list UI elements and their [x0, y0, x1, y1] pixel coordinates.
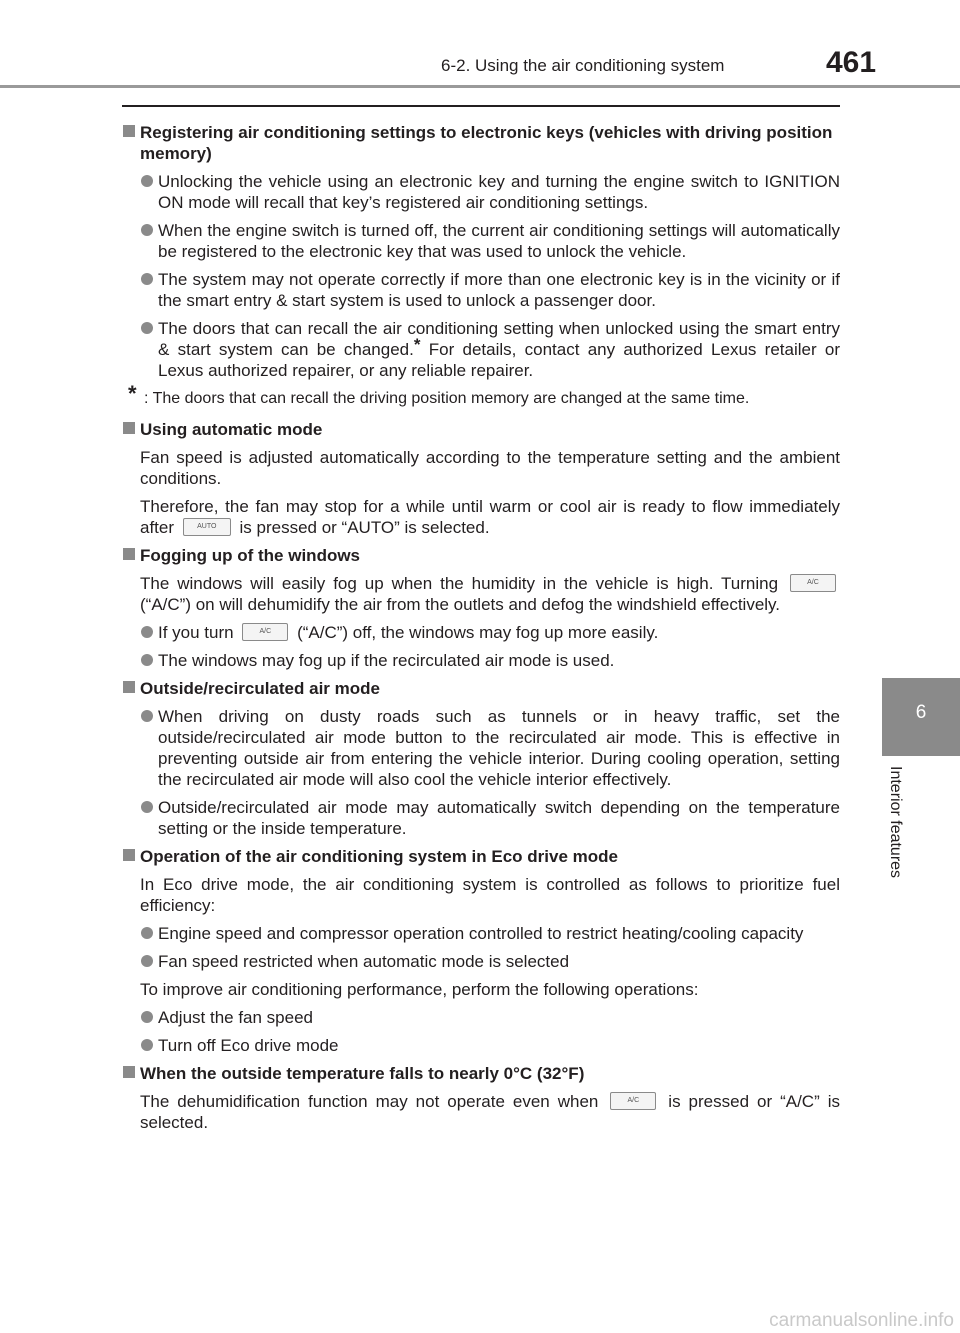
- bullet-item: [140, 220, 840, 262]
- circle-bullet-icon: [140, 709, 154, 723]
- circle-bullet-icon: [140, 954, 154, 968]
- paragraph: Fan speed is adjusted automatically according to the temperature setting and the ambient conditions.: [140, 448, 840, 488]
- chapter-label: Interior features: [887, 766, 904, 879]
- section-heading: [122, 122, 840, 164]
- bullet-text: Outside/recirculated air mode may automatically switch depending on the temperature setting or the inside temperature.: [158, 798, 840, 838]
- bullet-item: [140, 622, 840, 643]
- circle-bullet-icon: [140, 321, 154, 335]
- paragraph-text: Therefore, the fan may stop for a while until warm or cool air is ready to flow immediately after: [140, 497, 840, 537]
- footnote-text: : The doors that can recall the driving position memory are changed at the same time.: [144, 390, 750, 407]
- bullet-text: For details, contact any authorized Lexus retailer or Lexus authorized repairer, or any reliable repairer.: [158, 340, 841, 380]
- bullet-item: [140, 1007, 840, 1028]
- section-heading: [122, 419, 840, 440]
- circle-bullet-icon: [140, 272, 154, 286]
- bullet-text: Adjust the fan speed: [158, 1008, 314, 1027]
- bullet-text: Engine speed and compressor operation controlled to restrict heating/cooling capacity: [158, 924, 804, 943]
- circle-bullet-icon: [140, 174, 154, 188]
- circle-bullet-icon: [140, 625, 154, 639]
- footnote-mark: *: [128, 381, 137, 406]
- paragraph: [140, 573, 840, 615]
- bullet-text: (“A/C”) off, the windows may fog up more easily.: [297, 623, 659, 642]
- bullet-item: [140, 951, 840, 972]
- bullet-text: The windows may fog up if the recirculated air mode is used.: [158, 651, 615, 670]
- section-heading: [122, 846, 840, 867]
- bullet-text: Fan speed restricted when automatic mode is selected: [158, 952, 570, 971]
- footer: [610, 1310, 960, 1333]
- page-header: [0, 0, 960, 90]
- section-title-text: Outside/recirculated air mode: [140, 679, 380, 698]
- paragraph-text: is pressed or “AUTO” is selected.: [239, 518, 490, 537]
- bullet-item: [140, 923, 840, 944]
- section-heading: [122, 1063, 840, 1084]
- section-title-text: When the outside temperature falls to nearly 0°C (32°F): [140, 1064, 585, 1083]
- bullet-item: [140, 171, 840, 213]
- circle-bullet-icon: [140, 1038, 154, 1052]
- page-content: [122, 118, 840, 1140]
- chapter-number: 6: [915, 702, 927, 723]
- bullet-item: [140, 706, 840, 790]
- paragraph: To improve air conditioning performance, perform the following operations:: [140, 980, 699, 999]
- square-bullet-icon: [122, 848, 136, 862]
- footnote: [122, 381, 840, 409]
- footnote-marker: *: [413, 335, 421, 354]
- watermark: carmanualsonline.info: [769, 1310, 954, 1331]
- section-title-text: Registering air conditioning settings to electronic keys (vehicles with driving position memory): [140, 123, 833, 163]
- section-title-text: Using automatic mode: [140, 420, 323, 439]
- ac-button-icon: A/C: [790, 574, 836, 592]
- square-bullet-icon: [122, 680, 136, 694]
- square-bullet-icon: [122, 124, 136, 138]
- chapter-label-wrap: [884, 766, 924, 900]
- section-heading: [122, 678, 840, 699]
- square-bullet-icon: [122, 1065, 136, 1079]
- bullet-text: The doors that can recall the air conditioning setting when unlocked using the smart entry & start system can be changed.: [158, 319, 840, 359]
- paragraph-text: The dehumidification function may not operate even when: [140, 1092, 599, 1111]
- section-heading: [122, 545, 840, 566]
- ac-button-icon: A/C: [242, 623, 288, 641]
- section-title-text: Operation of the air conditioning system in Eco drive mode: [140, 847, 618, 866]
- bullet-text: If you turn: [158, 623, 234, 642]
- bullet-text: When driving on dusty roads such as tunnels or in heavy traffic, set the outside/recirculated air mode button to the recirculated air mode. This is effective in preventing outside air from entering the vehicle interior. During cooling operation, setting the recirculated air mode will also cool the vehicle interior effectively.: [158, 707, 840, 789]
- paragraph-text: (“A/C”) on will dehumidify the air from the outlets and defog the windshield effectively.: [140, 595, 781, 614]
- header-divider: [0, 85, 960, 88]
- circle-bullet-icon: [140, 223, 154, 237]
- section-title: 6-2. Using the air conditioning system: [441, 56, 725, 75]
- auto-button-icon: AUTO: [183, 518, 231, 536]
- section-title-text: Fogging up of the windows: [140, 546, 361, 565]
- circle-bullet-icon: [140, 926, 154, 940]
- circle-bullet-icon: [140, 1010, 154, 1024]
- bullet-text: When the engine switch is turned off, the current air conditioning settings will automatically be registered to the electronic key that was used to unlock the vehicle.: [158, 221, 840, 261]
- page-number: 461: [826, 46, 877, 79]
- bullet-item: [140, 1035, 840, 1056]
- square-bullet-icon: [122, 421, 136, 435]
- paragraph: [140, 496, 840, 538]
- ac-button-icon: A/C: [610, 1092, 656, 1110]
- bullet-item: [140, 797, 840, 839]
- paragraph: In Eco drive mode, the air conditioning system is controlled as follows to prioritize fuel efficiency:: [140, 875, 840, 915]
- content-top-rule: [122, 105, 840, 107]
- circle-bullet-icon: [140, 800, 154, 814]
- bullet-item: [140, 318, 840, 381]
- bullet-text: The system may not operate correctly if more than one electronic key is in the vicinity or if the smart entry & start system is used to unlock a passenger door.: [158, 270, 840, 310]
- bullet-item: [140, 650, 840, 671]
- bullet-text: Turn off Eco drive mode: [158, 1036, 339, 1055]
- bullet-item: [140, 269, 840, 311]
- chapter-tab: [882, 678, 960, 756]
- paragraph: [140, 1091, 840, 1133]
- bullet-text: Unlocking the vehicle using an electronic key and turning the engine switch to IGNITION ON mode will recall that key’s registered air conditioning settings.: [158, 172, 840, 212]
- square-bullet-icon: [122, 547, 136, 561]
- circle-bullet-icon: [140, 653, 154, 667]
- paragraph-text: The windows will easily fog up when the humidity in the vehicle is high. Turning: [140, 574, 779, 593]
- paragraph-text: is pressed or “A/C” is selected.: [140, 1092, 840, 1132]
